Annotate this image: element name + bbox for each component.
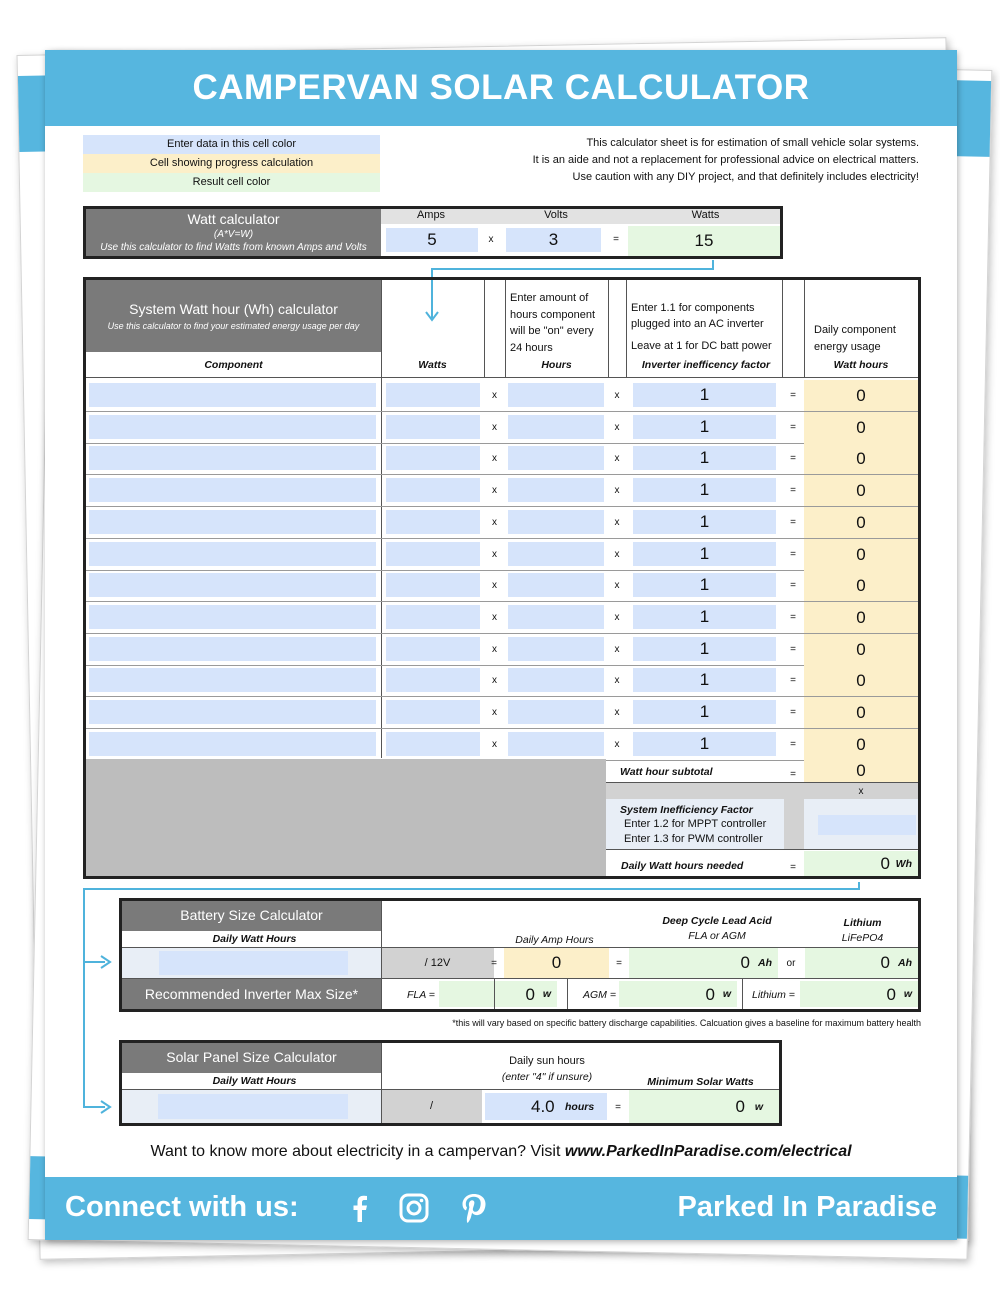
wh-result: 0: [804, 380, 918, 411]
lithium-w-value: 0: [886, 985, 896, 1004]
col-component: Component: [204, 359, 263, 371]
component-input[interactable]: [89, 415, 376, 439]
equals-operator: =: [790, 644, 796, 655]
equals-operator: =: [790, 612, 796, 623]
times-operator: x: [614, 422, 620, 433]
col-hours: Hours: [541, 359, 572, 371]
component-input[interactable]: [89, 446, 376, 470]
equals-operator: =: [790, 485, 796, 496]
agm-value: 0: [705, 985, 715, 1004]
times-operator: x: [492, 485, 497, 496]
times-operator: x: [614, 644, 620, 655]
wh-result: 0: [804, 443, 918, 474]
amp-hours-value: 0: [504, 948, 609, 978]
times-operator: x: [614, 612, 620, 623]
connector-line: [431, 268, 714, 270]
sys-ineff-mppt: Enter 1.2 for MPPT controller: [624, 818, 767, 830]
inverter-label: Recommended Inverter Max Size*: [122, 979, 381, 1009]
factor-input[interactable]: 1: [633, 383, 776, 407]
wh-result: 0: [804, 602, 918, 633]
footer: [45, 1177, 957, 1240]
component-input[interactable]: [89, 637, 376, 661]
component-input[interactable]: [89, 700, 376, 724]
lithium-sub: LiFePO4: [841, 932, 884, 944]
battery-daily-wh-input[interactable]: [159, 951, 348, 975]
hours-input[interactable]: [508, 446, 604, 470]
wh-calc-title: System Watt hour (Wh) calculator: [129, 301, 338, 317]
wh-table-row: [86, 539, 918, 571]
times-operator: x: [492, 739, 497, 750]
watt-calc-subtitle: Use this calculator to find Watts from known Amps and Volts: [100, 242, 367, 253]
factor-input[interactable]: 1: [633, 732, 776, 756]
daily-note-line: Daily component: [814, 324, 896, 336]
wh-result: 0: [804, 665, 918, 696]
sys-ineff-box: [606, 799, 784, 849]
equals-operator: =: [616, 958, 622, 969]
wh-table-row: [86, 697, 918, 729]
hours-input[interactable]: [508, 732, 604, 756]
component-input[interactable]: [89, 732, 376, 756]
wh-table-row: [86, 570, 918, 602]
component-input[interactable]: [89, 573, 376, 597]
watt-calculator: [83, 206, 783, 259]
equals-operator: =: [615, 1102, 621, 1113]
equals-operator: =: [790, 707, 796, 718]
wh-result: 0: [804, 729, 918, 760]
factor-input[interactable]: 1: [633, 478, 776, 502]
hours-input[interactable]: [508, 700, 604, 724]
factor-note: [631, 300, 781, 354]
equals-operator: =: [790, 517, 796, 528]
lead-acid-value: 0: [740, 953, 750, 972]
battery-header: [122, 901, 381, 931]
factor-input[interactable]: 1: [633, 446, 776, 470]
times-operator: x: [488, 234, 494, 245]
legend-progress: Cell showing progress calculation: [83, 154, 380, 173]
wh-table-row: [86, 665, 918, 697]
component-input[interactable]: [89, 478, 376, 502]
equals-operator: =: [613, 234, 619, 245]
equals-operator: =: [790, 390, 796, 401]
times-operator: x: [492, 675, 497, 686]
times-operator: x: [614, 485, 620, 496]
wh-table-row: [86, 475, 918, 507]
solar-title: Solar Panel Size Calculator: [166, 1049, 337, 1065]
sys-ineff-title: System Inefficiency Factor: [620, 804, 753, 816]
w-unit: w: [903, 988, 912, 1000]
hours-input[interactable]: [508, 542, 604, 566]
wh-result: 0: [804, 570, 918, 601]
watts-input[interactable]: [386, 700, 480, 724]
wh-result: 0: [804, 634, 918, 665]
factor-note-line: Leave at 1 for DC batt power: [631, 340, 772, 352]
wh-unit: Wh: [895, 858, 912, 870]
component-input[interactable]: [89, 383, 376, 407]
lead-acid-result: [629, 948, 778, 978]
solar-daily-wh-input[interactable]: [158, 1094, 348, 1119]
hours-input[interactable]: [508, 573, 604, 597]
dcla-label: Deep Cycle Lead Acid: [662, 915, 772, 927]
times-operator: x: [492, 580, 497, 591]
divider: [626, 280, 627, 378]
watts-result: 15: [628, 226, 780, 256]
legend-input: Enter data in this cell color: [83, 135, 380, 154]
watts-input[interactable]: [386, 510, 480, 534]
brand-name: Parked In Paradise: [677, 1191, 937, 1223]
hours-note-line: Enter amount of: [510, 292, 589, 304]
watt-calc-formula: (A*V=W): [213, 229, 254, 240]
hours-input[interactable]: [508, 415, 604, 439]
daily-note-line: energy usage: [814, 341, 881, 353]
times-operator: x: [614, 453, 620, 464]
right-arrow-icon: [99, 954, 113, 970]
ah-unit: Ah: [758, 957, 772, 969]
col-watts: Watts: [418, 359, 447, 371]
hours-note-line: 24 hours: [510, 341, 553, 354]
w-unit: w: [542, 988, 551, 1000]
instagram-icon[interactable]: [397, 1191, 431, 1225]
subtotal-value: 0: [804, 759, 918, 783]
hours-input[interactable]: [508, 383, 604, 407]
wh-result: 0: [804, 475, 918, 506]
sun-hours-value: 4.0: [531, 1097, 555, 1116]
equals-operator: =: [790, 453, 796, 464]
daily-needed-label: Daily Watt hours needed: [621, 860, 744, 872]
watt-hour-calculator: [83, 277, 921, 879]
component-input[interactable]: [89, 605, 376, 629]
times-operator: x: [858, 786, 864, 797]
divide-operator: /: [381, 1090, 482, 1123]
hours-input[interactable]: [508, 478, 604, 502]
watts-input[interactable]: [386, 542, 480, 566]
sys-ineff-pwm: Enter 1.3 for PWM controller: [624, 833, 763, 845]
wh-result: 0: [804, 507, 918, 538]
watts-input[interactable]: [386, 446, 480, 470]
times-operator: x: [614, 739, 620, 750]
disclaimer-line: It is an aide and not a replacement for professional advice on electrical matters.: [532, 154, 919, 166]
factor-note-line: Enter 1.1 for components: [631, 302, 755, 314]
times-operator: x: [492, 453, 497, 464]
wh-table-row: [86, 380, 918, 412]
watts-input[interactable]: [386, 415, 480, 439]
equals-operator: =: [790, 549, 796, 560]
divider: [782, 280, 783, 378]
equals-operator: =: [491, 958, 497, 969]
facebook-icon[interactable]: [343, 1191, 377, 1225]
times-operator: x: [614, 517, 620, 528]
volts-label: Volts: [481, 209, 631, 224]
divider: [608, 280, 609, 378]
agm-label: AGM =: [583, 989, 616, 1001]
times-operator: x: [614, 580, 620, 591]
factor-input[interactable]: 1: [633, 542, 776, 566]
watts-input[interactable]: [386, 478, 480, 502]
wh-result: 0: [804, 412, 918, 443]
watts-label: Watts: [631, 209, 780, 224]
watts-input[interactable]: [386, 573, 480, 597]
divider: [381, 1043, 382, 1123]
sun-hours-label: Daily sun hours: [509, 1055, 585, 1067]
wh-table-row: [86, 507, 918, 539]
times-operator: x: [492, 422, 497, 433]
fla-label: FLA =: [407, 989, 435, 1001]
divisor: / 12V: [381, 948, 494, 978]
hours-input[interactable]: [508, 637, 604, 661]
factor-input[interactable]: 1: [633, 573, 776, 597]
fla-value: 0: [525, 985, 535, 1004]
wh-table-row: [86, 412, 918, 444]
col-factor: Inverter inefficency factor: [641, 359, 771, 371]
battery-footnote: *this will vary based on specific battery discharge capabilities. Calcuation gives a baseline for maximum battery health: [452, 1018, 921, 1028]
hours-note-line: hours component: [510, 308, 595, 321]
battery-calculator: [119, 898, 921, 1012]
divider: [484, 280, 485, 378]
factor-input[interactable]: 1: [633, 668, 776, 692]
watts-input[interactable]: [386, 637, 480, 661]
legend-result: Result cell color: [83, 173, 380, 192]
website-link[interactable]: www.ParkedInParadise.com/electrical: [564, 1143, 852, 1160]
lithium-ah-value: 0: [880, 953, 890, 972]
component-input[interactable]: [89, 668, 376, 692]
bottom-text: [45, 1143, 957, 1161]
watts-input[interactable]: [386, 383, 480, 407]
times-operator: x: [492, 517, 497, 528]
daily-amp-label: Daily Amp Hours: [515, 934, 594, 946]
divider: [86, 377, 918, 378]
watts-input[interactable]: [386, 668, 480, 692]
factor-input[interactable]: 1: [633, 510, 776, 534]
min-watts-label: Minimum Solar Watts: [647, 1076, 754, 1088]
equals-operator: =: [790, 769, 796, 780]
amps-input[interactable]: 5: [386, 228, 478, 252]
equals-operator: =: [790, 862, 796, 873]
divider: [567, 979, 568, 1009]
hours-input[interactable]: [508, 668, 604, 692]
page-title: CAMPERVAN SOLAR CALCULATOR: [45, 50, 957, 126]
wh-result: 0: [804, 697, 918, 728]
times-operator: x: [492, 707, 497, 718]
wh-result: 0: [804, 539, 918, 570]
divider: [505, 280, 506, 378]
hours-note-line: will be "on" every: [510, 325, 594, 337]
lithium-w-result: [800, 981, 918, 1007]
component-input[interactable]: [89, 510, 376, 534]
gray-strip: [784, 799, 804, 849]
disclaimer-line: This calculator sheet is for estimation of small vehicle solar systems.: [586, 137, 919, 149]
times-operator: x: [492, 644, 497, 655]
min-watts-value: 0: [735, 1097, 745, 1116]
or-text: or: [786, 958, 796, 969]
hours-note: [510, 290, 610, 356]
wh-calc-header: [86, 280, 381, 352]
wh-table-row: [86, 634, 918, 666]
lithium-eq-label: Lithium =: [752, 989, 795, 1001]
times-operator: x: [492, 390, 497, 401]
lithium-result: [805, 948, 918, 978]
sys-ineff-input[interactable]: [818, 815, 916, 835]
watt-calc-header: [86, 209, 381, 256]
wh-table-row: [86, 443, 918, 475]
divider: [742, 979, 743, 1009]
hours-input[interactable]: [508, 510, 604, 534]
w-unit: w: [722, 988, 731, 1000]
daily-needed-value: 0: [880, 854, 890, 873]
equals-operator: =: [790, 675, 796, 686]
factor-input[interactable]: 1: [633, 637, 776, 661]
lithium-label: Lithium: [843, 917, 882, 929]
sun-hours-sub: (enter "4" if unsure): [501, 1071, 593, 1083]
solar-daily-wh-label: Daily Watt Hours: [212, 1075, 297, 1087]
dcla-sub: FLA or AGM: [688, 930, 746, 942]
times-operator: x: [614, 707, 620, 718]
divider: [606, 782, 918, 783]
daily-note: [814, 322, 919, 356]
w-unit: w: [754, 1101, 763, 1113]
factor-note-line: plugged into an AC inverter: [631, 318, 764, 330]
battery-daily-wh-label: Daily Watt Hours: [212, 933, 297, 945]
agm-result: [619, 981, 737, 1007]
subtotal-label: Watt hour subtotal: [620, 766, 713, 778]
equals-operator: =: [790, 580, 796, 591]
times-operator: x: [614, 549, 620, 560]
connector-line: [83, 888, 85, 1108]
equals-operator: =: [790, 422, 796, 433]
volts-input[interactable]: 3: [506, 228, 601, 252]
calculator-page: [45, 50, 957, 1240]
wh-table-row: [86, 602, 918, 634]
factor-input[interactable]: 1: [633, 415, 776, 439]
component-input[interactable]: [89, 542, 376, 566]
hours-input[interactable]: [508, 605, 604, 629]
fla-result: [439, 981, 557, 1007]
sun-hours-input[interactable]: [485, 1093, 607, 1120]
ah-unit: Ah: [898, 957, 912, 969]
connect-label: Connect with us:: [65, 1191, 299, 1223]
battery-title: Battery Size Calculator: [180, 907, 323, 923]
col-wh: Watt hours: [833, 359, 889, 371]
divider: [381, 901, 382, 1009]
times-operator: x: [492, 549, 497, 560]
bottom-text-prefix: Want to know more about electricity in a campervan? Visit: [150, 1143, 565, 1160]
connector-line: [83, 888, 860, 890]
divider: [804, 280, 805, 378]
watt-calc-title: Watt calculator: [187, 211, 280, 227]
daily-needed-result: [804, 851, 918, 876]
factor-input[interactable]: 1: [633, 605, 776, 629]
divider: [494, 979, 495, 1009]
times-operator: x: [614, 675, 620, 686]
pinterest-icon[interactable]: [457, 1191, 491, 1225]
wh-table-row: [86, 729, 918, 761]
factor-input[interactable]: 1: [633, 700, 776, 724]
times-operator: x: [492, 612, 497, 623]
solar-calculator: [119, 1040, 782, 1126]
min-watts-result: [629, 1090, 779, 1123]
watts-input[interactable]: [386, 732, 480, 756]
wh-calc-subtitle: Use this calculator to find your estimated energy usage per day: [107, 321, 360, 331]
equals-operator: =: [790, 739, 796, 750]
right-arrow-icon: [99, 1099, 113, 1115]
times-operator: x: [614, 390, 620, 401]
hours-unit: hours: [565, 1101, 595, 1113]
solar-header: [122, 1043, 381, 1073]
disclaimer-line: Use caution with any DIY project, and that definitely includes electricity!: [572, 171, 919, 183]
divider: [606, 849, 918, 850]
amps-label: Amps: [381, 209, 481, 224]
watts-input[interactable]: [386, 605, 480, 629]
gray-fill: [86, 759, 606, 876]
